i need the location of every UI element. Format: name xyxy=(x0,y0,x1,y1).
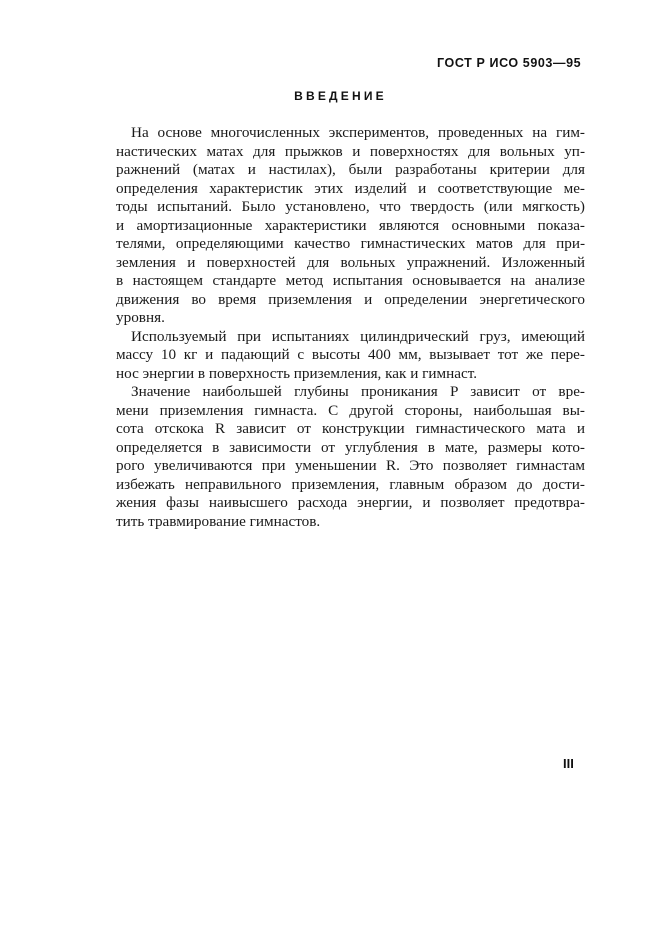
text-line: На основе многочисленных экспериментов, проведенных на гим- xyxy=(131,124,585,141)
text-line: телями, определяющими качество гимнастических матов для при- xyxy=(116,235,585,252)
text-line: мени приземления гимнаста. С другой стороны, наибольшая вы- xyxy=(116,401,585,419)
text-line: определения характеристик этих изделий и соответствующие ме- xyxy=(116,179,585,197)
paragraph xyxy=(116,124,585,328)
text-line: тить травмирование гимнастов. xyxy=(116,512,321,530)
text-line: жения фазы наивысшего расхода энергии, и позволяет предотвра- xyxy=(116,494,585,511)
standard-code-header: ГОСТ Р ИСО 5903—95 xyxy=(437,56,582,70)
text-line: избежать неправильного приземления, главным образом до дости- xyxy=(116,475,585,493)
text-line: Используемый при испытаниях цилиндрический груз, имеющий xyxy=(131,327,585,345)
text-line: массу 10 кг и падающий с высоты 400 мм, вызывает тот же пере- xyxy=(116,346,585,363)
text-line: в настоящем стандарте метод испытания основывается на анализе xyxy=(116,272,585,289)
page-number: III xyxy=(563,756,574,771)
text-line: ражнений (матах и настилах), были разработаны критерии для xyxy=(116,161,585,178)
text-line: нос энергии в поверхность приземления, как и гимнаст. xyxy=(116,364,478,382)
text-line: уровня. xyxy=(116,309,165,326)
text-line: сота отскока R зависит от конструкции гимнастического мата и xyxy=(116,420,585,437)
section-title: ВВЕДЕНИЕ xyxy=(294,89,387,103)
text-line: тоды испытаний. Было установлено, что твердость (или мягкость) xyxy=(116,198,585,215)
text-line: рого увеличиваются при уменьшении R. Это позволяет гимнастам xyxy=(116,457,585,474)
body-text xyxy=(116,124,585,531)
text-line: определяется в зависимости от углубления в мате, размеры кото- xyxy=(116,438,585,456)
paragraph xyxy=(116,328,585,384)
text-line: и амортизационные характеристики являются основными показа- xyxy=(116,216,585,234)
text-line: настических матах для прыжков и поверхностях для вольных уп- xyxy=(116,142,585,160)
text-line: земления и поверхностей для вольных упражнений. Изложенный xyxy=(116,253,585,271)
text-line: движения во время приземления и определении энергетического xyxy=(116,290,585,308)
paragraph xyxy=(116,383,585,531)
text-line: Значение наибольшей глубины проникания P зависит от вре- xyxy=(131,383,585,400)
